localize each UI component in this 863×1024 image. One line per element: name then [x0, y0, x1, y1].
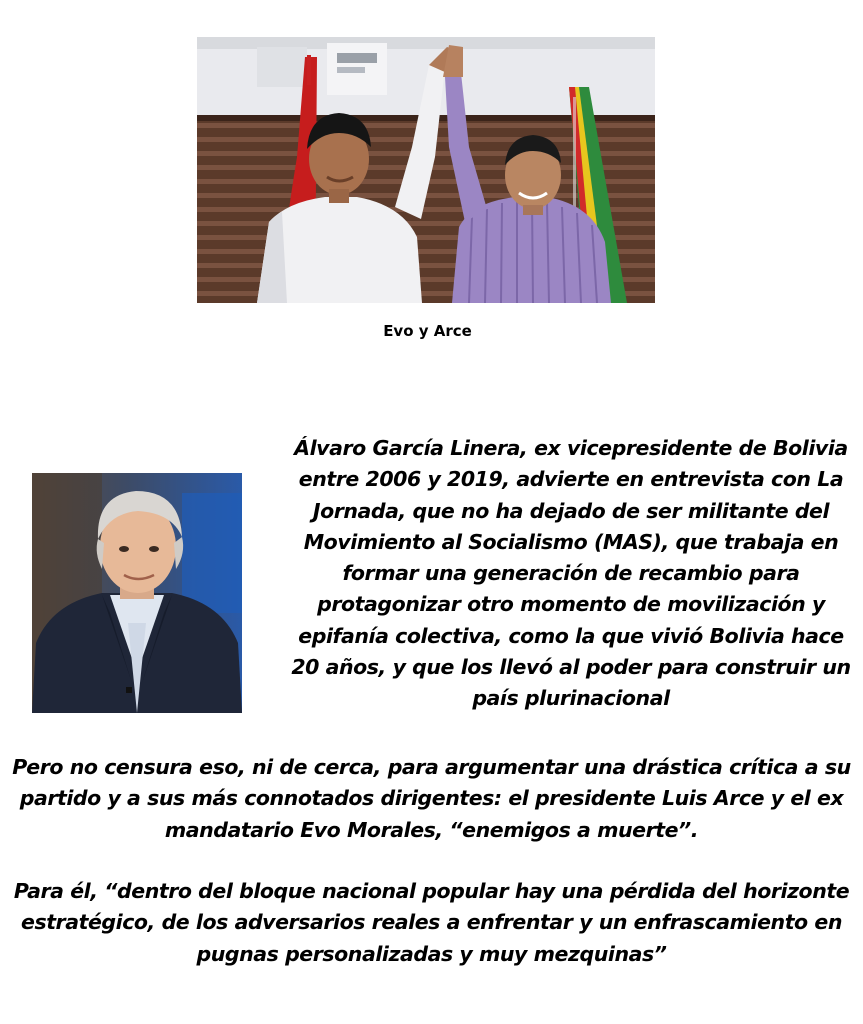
photo-caption: Evo y Arce — [383, 322, 472, 340]
paragraph-critique: Pero no censura eso, ni de cerca, para argumentar una drástica crítica a su partido y a sus más connotados dirigentes: el presidente Luis Arce y el ex mandatario Evo Morales, “enemigos a muerte”. — [12, 755, 851, 842]
portrait-alvaro-garcia-linera — [32, 473, 242, 713]
paragraph-intro: Álvaro García Linera, ex vicepresidente de Bolivia entre 2006 y 2019, advierte en entrevista con La Jornada, que no ha dejado de ser militante del Movimiento al Socialismo (MAS), que trabaja en formar una generación de recambio para protagonizar otro momento de movilización y epifanía colectiva, como la que vivió Bolivia hace 20 años, y que los llevó al poder para construir un país plurinacional — [291, 436, 851, 711]
paragraph-quote: Para él, “dentro del bloque nacional popular hay una pérdida del horizonte estratégico, de los adversarios reales a enfrentar y un enfrascamiento en pugnas personalizadas y muy mezquinas” — [13, 879, 850, 966]
photo-evo-y-arce — [197, 37, 655, 303]
